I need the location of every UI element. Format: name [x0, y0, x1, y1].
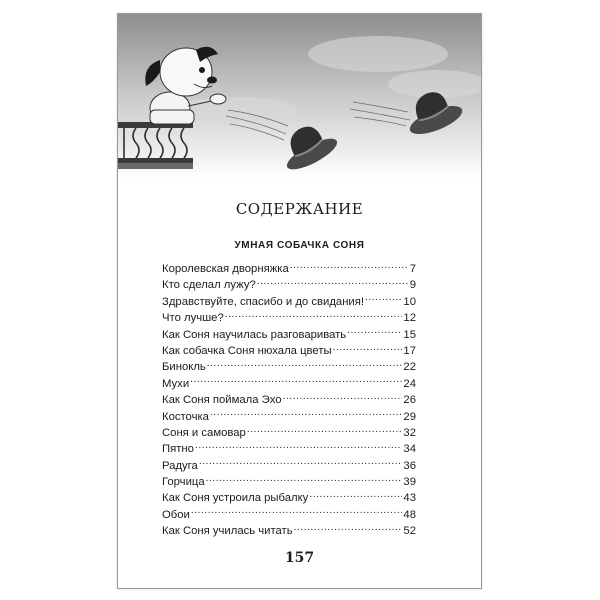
toc-leader-dots	[365, 294, 402, 305]
page-title: СОДЕРЖАНИЕ	[235, 200, 364, 218]
chapter-illustration	[118, 14, 481, 179]
toc-entry	[162, 277, 416, 293]
toc-entry-title: Как Соня устроила рыбалку	[162, 492, 309, 505]
toc-entry	[162, 425, 416, 441]
toc-entry-title: Как Соня научилась разговаривать	[162, 328, 347, 341]
toc-entry	[162, 490, 416, 506]
toc-entry-page: 12	[403, 312, 416, 325]
toc-leader-dots	[207, 359, 403, 370]
toc-leader-dots	[309, 490, 402, 501]
toc-entry-page: 22	[403, 361, 416, 374]
toc-leader-dots	[199, 458, 403, 469]
toc-entry-page: 15	[403, 328, 416, 341]
toc-entry-page: 48	[403, 508, 416, 521]
book-page	[117, 13, 482, 589]
toc-leader-dots	[190, 376, 402, 387]
toc-entry	[162, 310, 416, 326]
toc-entry	[162, 327, 416, 343]
toc-entry-title: Королевская дворняжка	[162, 263, 289, 275]
toc-leader-dots	[206, 474, 403, 485]
toc-entry-page: 29	[403, 410, 416, 423]
toc-entry-title: Здравствуйте, спасибо и до свидания!	[162, 295, 364, 308]
toc-entry-title: Косточка	[162, 410, 209, 423]
toc-leader-dots	[290, 261, 409, 272]
toc-leader-dots	[191, 507, 403, 518]
toc-entry	[162, 458, 416, 474]
section-title: УМНАЯ СОБАЧКА СОНЯ	[234, 240, 365, 251]
toc-entry	[162, 392, 416, 408]
toc-entry-title: Мухи	[162, 377, 190, 390]
toc-entry	[162, 409, 416, 425]
toc-leader-dots	[210, 409, 402, 420]
toc-entry-title: Пятно	[162, 443, 194, 456]
toc-leader-dots	[283, 392, 403, 403]
toc-entry	[162, 507, 416, 523]
toc-entry	[162, 261, 416, 277]
toc-entry	[162, 359, 416, 375]
toc-entry-page: 36	[403, 459, 416, 472]
toc-entry-title: Что лучше?	[162, 312, 224, 325]
table-of-contents	[162, 261, 416, 540]
toc-leader-dots	[247, 425, 403, 436]
page-number: 157	[284, 550, 315, 566]
toc-entry-title: Горчица	[162, 476, 205, 489]
toc-leader-dots	[257, 277, 409, 288]
toc-entry-page: 9	[409, 279, 416, 292]
toc-entry-title: Как Соня поймала Эхо	[162, 394, 282, 407]
toc-leader-dots	[225, 310, 403, 321]
toc-entry-title: Соня и самовар	[162, 426, 246, 439]
toc-entry-page: 43	[403, 492, 416, 505]
toc-entry-page: 34	[403, 443, 416, 456]
toc-entry-page: 17	[403, 344, 416, 357]
toc-entry-title: Кто сделал лужу?	[162, 279, 256, 292]
toc-leader-dots	[195, 441, 402, 452]
toc-entry	[162, 294, 416, 310]
toc-entry	[162, 474, 416, 490]
toc-entry-page: 24	[403, 377, 416, 390]
toc-entry-title: Бинокль	[162, 361, 206, 374]
toc-entry-page: 26	[403, 394, 416, 407]
toc-entry	[162, 343, 416, 359]
toc-entry-title: Радуга	[162, 459, 198, 472]
toc-entry-page: 52	[403, 525, 416, 538]
toc-entry-page: 10	[403, 295, 416, 308]
toc-entry-title: Как Соня училась читать	[162, 525, 293, 538]
toc-entry	[162, 441, 416, 457]
toc-entry	[162, 523, 416, 539]
toc-leader-dots	[347, 327, 402, 338]
toc-leader-dots	[333, 343, 403, 354]
toc-entry-page: 7	[409, 263, 416, 275]
toc-entry-page: 32	[403, 426, 416, 439]
toc-entry-title: Обои	[162, 508, 190, 521]
toc-leader-dots	[294, 523, 403, 534]
toc-entry	[162, 376, 416, 392]
toc-entry-page: 39	[403, 476, 416, 489]
toc-entry-title: Как собачка Соня нюхала цветы	[162, 344, 332, 357]
